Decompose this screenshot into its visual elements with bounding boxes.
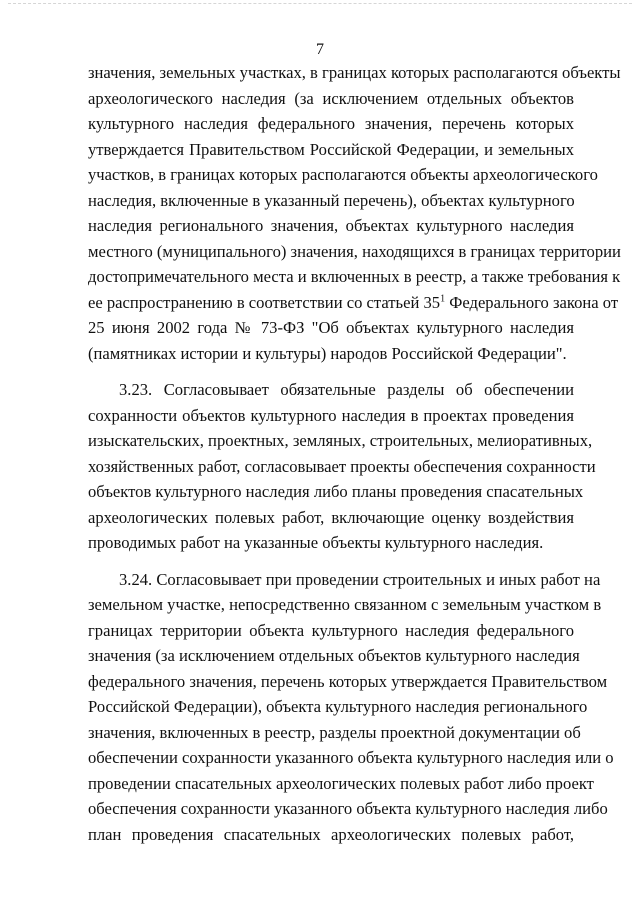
- text-line: участков, в границах которых располагаются объекты археологического: [88, 165, 598, 184]
- text-line: культурного наследия федерального значения, перечень которых: [88, 114, 574, 133]
- text-line: земельном участке, непосредственно связанном с земельным участком в: [88, 595, 602, 614]
- text-line: утверждается Правительством Российской Федерации, и земельных: [88, 139, 574, 159]
- text-line: хозяйственных работ, согласовывает проекты обеспечения сохранности: [88, 456, 596, 476]
- paragraph-gap: [88, 366, 574, 377]
- document-body: [88, 60, 621, 847]
- text-line: значения, земельных участках, в границах которых располагаются объекты: [88, 63, 621, 82]
- text-line: объектов культурного наследия либо планы проведения спасательных: [88, 482, 584, 501]
- text-line: значения (за исключением отдельных объектов культурного наследия: [88, 646, 580, 665]
- clause-first-line: 3.23. Согласовывает обязательные разделы об обеспечении: [119, 380, 574, 399]
- paragraph-clause-3-24: [88, 567, 614, 848]
- article-superscript: 1: [440, 292, 446, 304]
- text-line: достопримечательного места и включенных в реестр, а также требования к: [88, 267, 621, 286]
- scan-top-edge: [8, 3, 632, 4]
- paragraph-continuation: [88, 60, 621, 366]
- text-line: местного (муниципального) значения, находящихся в границах территории: [88, 241, 621, 261]
- text-line: изыскательских, проектных, земляных, строительных, мелиоративных,: [88, 431, 593, 450]
- paragraph-clause-3-23: [88, 377, 596, 556]
- page-number: 7: [316, 41, 324, 58]
- text-line: 25 июня 2002 года № 73-ФЗ "Об объектах культурного наследия: [88, 318, 574, 337]
- text-line: значения, включенных в реестр, разделы проектной документации об: [88, 722, 581, 742]
- text-line: сохранности объектов культурного наследия в проектах проведения: [88, 405, 574, 425]
- text-line: федерального значения, перечень которых утверждается Правительством: [88, 671, 608, 691]
- clause-first-line: 3.24. Согласовывает при проведении строительных и иных работ на: [119, 569, 601, 589]
- text-line: обеспечения сохранности указанного объекта культурного наследия либо: [88, 799, 608, 818]
- paragraph-gap: [88, 556, 574, 567]
- text-line: археологических полевых работ, включающие оценку воздействия: [88, 507, 574, 527]
- text-line: проведении спасательных археологических полевых работ либо проект: [88, 773, 594, 793]
- text-line: ее распространению в соответствии со статьей $35^1$ Федерального закона от: [88, 292, 619, 312]
- text-line: обеспечении сохранности указанного объекта культурного наследия или о: [88, 748, 614, 767]
- text-line: археологического наследия (за исключением отдельных объектов: [88, 88, 574, 108]
- text-line: Российской Федерации), объекта культурного наследия регионального: [88, 697, 588, 716]
- text-line: (памятниках истории и культуры) народов Российской Федерации".: [88, 343, 567, 363]
- text-line: наследия регионального значения, объектах культурного наследия: [88, 216, 574, 235]
- text-line: границах территории объекта культурного наследия федерального: [88, 620, 574, 640]
- text-line: проводимых работ на указанные объекты культурного наследия.: [88, 533, 544, 552]
- text-line: план проведения спасательных археологических полевых работ,: [88, 824, 574, 844]
- text-line: наследия, включенные в указанный перечень), объектах культурного: [88, 190, 575, 210]
